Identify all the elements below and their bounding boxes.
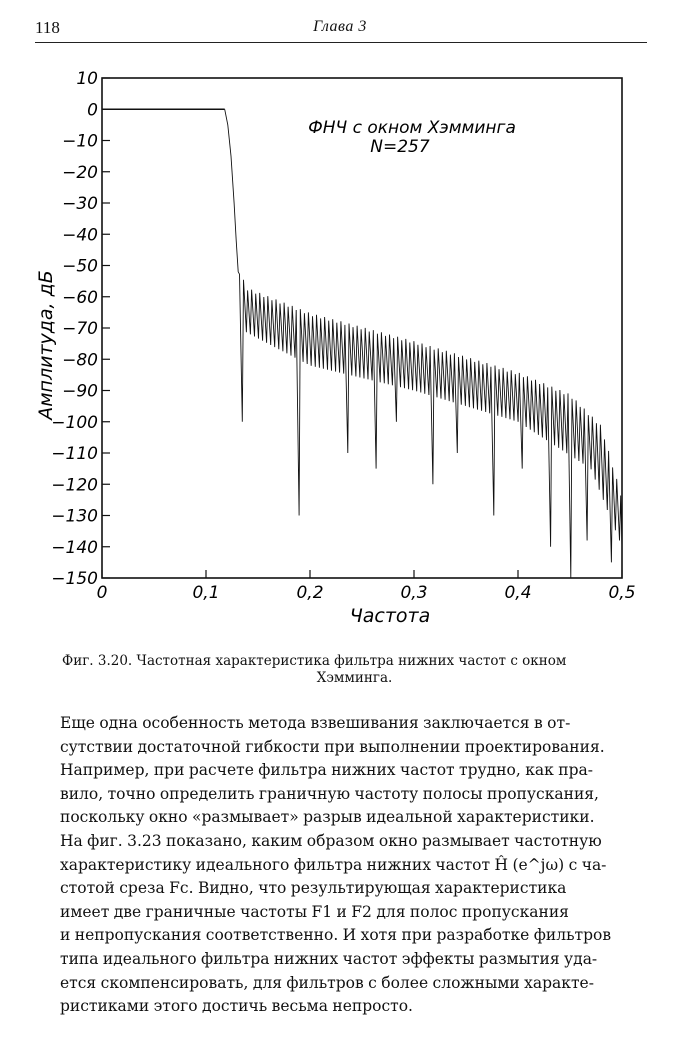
y-tick-label: −100 (51, 412, 98, 433)
chart-annotation-title: ФНЧ с окном Хэмминга (308, 118, 516, 138)
x-tick-label: 0 (96, 583, 108, 603)
y-tick-label: −50 (62, 256, 98, 277)
x-tick-label: 0,4 (504, 583, 532, 603)
caption-text-line1: Частотная характеристика фильтра нижних частот с окном (136, 653, 567, 669)
body-line: характеристику идеального фильтра нижних частот Ĥ (e^jω) с ча- (60, 855, 607, 874)
figure-caption (62, 653, 647, 687)
body-line: На фиг. 3.23 показано, каким образом окно размывает частотную (60, 831, 602, 850)
chart-x-label: Частота (349, 605, 431, 627)
y-tick-label: −80 (62, 350, 98, 371)
page-header (35, 18, 645, 42)
body-line: имеет две граничные частоты F1 и F2 для полос пропускания (60, 902, 569, 921)
caption-label: Фиг. 3.20. (62, 653, 133, 669)
body-line: типа идеального фильтра нижних частот эффекты размытия уда- (60, 949, 598, 968)
y-tick-label: 10 (76, 69, 98, 89)
header-rule (35, 42, 647, 43)
plot-frame (102, 78, 622, 578)
stopband-response (225, 109, 622, 578)
y-tick-label: −110 (51, 444, 98, 464)
body-line: сутствии достаточной гибкости при выполнении проектирования. (60, 737, 605, 756)
x-tick-label: 0,2 (296, 583, 324, 603)
y-tick-label: −30 (62, 194, 98, 214)
chart-ticks (51, 69, 635, 603)
y-tick-label: −140 (51, 537, 98, 558)
chart-curve (102, 109, 622, 578)
y-tick-label: −20 (62, 162, 98, 183)
body-paragraph (60, 712, 648, 1019)
body-line: Например, при расчете фильтра нижних частот трудно, как пра- (60, 761, 593, 780)
chart-y-label: Амплитуда, дБ (35, 270, 57, 420)
caption-text-line2: Хэмминга. (316, 670, 393, 686)
body-line: поскольку окно «размывает» разрыв идеальной характеристики. (60, 808, 595, 827)
chart-axes (102, 78, 622, 578)
y-tick-label: −70 (62, 319, 98, 339)
y-tick-label: −10 (62, 131, 98, 152)
y-tick-label: −130 (51, 506, 98, 527)
body-line: стотой среза Fc. Видно, что результирующая характеристика (60, 879, 567, 898)
y-tick-label: −120 (51, 475, 98, 496)
y-tick-label: 0 (87, 100, 98, 121)
body-line: ется скомпенсировать, для фильтров с более сложными характе- (60, 973, 594, 992)
page-number: 118 (35, 18, 60, 37)
y-tick-label: −40 (62, 225, 98, 246)
body-line: ристиками этого достичь весьма непросто. (60, 997, 413, 1016)
chart-annotation-n: N=257 (370, 137, 430, 157)
frequency-response-chart (0, 60, 700, 640)
body-line: вило, точно определить граничную частоту полосы пропускания, (60, 784, 599, 803)
running-head: Глава 3 (313, 18, 367, 35)
body-line: и непропускания соответственно. И хотя при разработке фильтров (60, 926, 612, 945)
x-tick-label: 0,3 (400, 583, 428, 603)
y-tick-label: −60 (62, 287, 98, 308)
x-tick-label: 0,5 (608, 583, 636, 603)
y-tick-label: −150 (51, 569, 98, 589)
y-tick-label: −90 (62, 381, 98, 402)
x-tick-label: 0,1 (192, 583, 220, 603)
body-line: Еще одна особенность метода взвешивания заключается в от- (60, 714, 571, 732)
